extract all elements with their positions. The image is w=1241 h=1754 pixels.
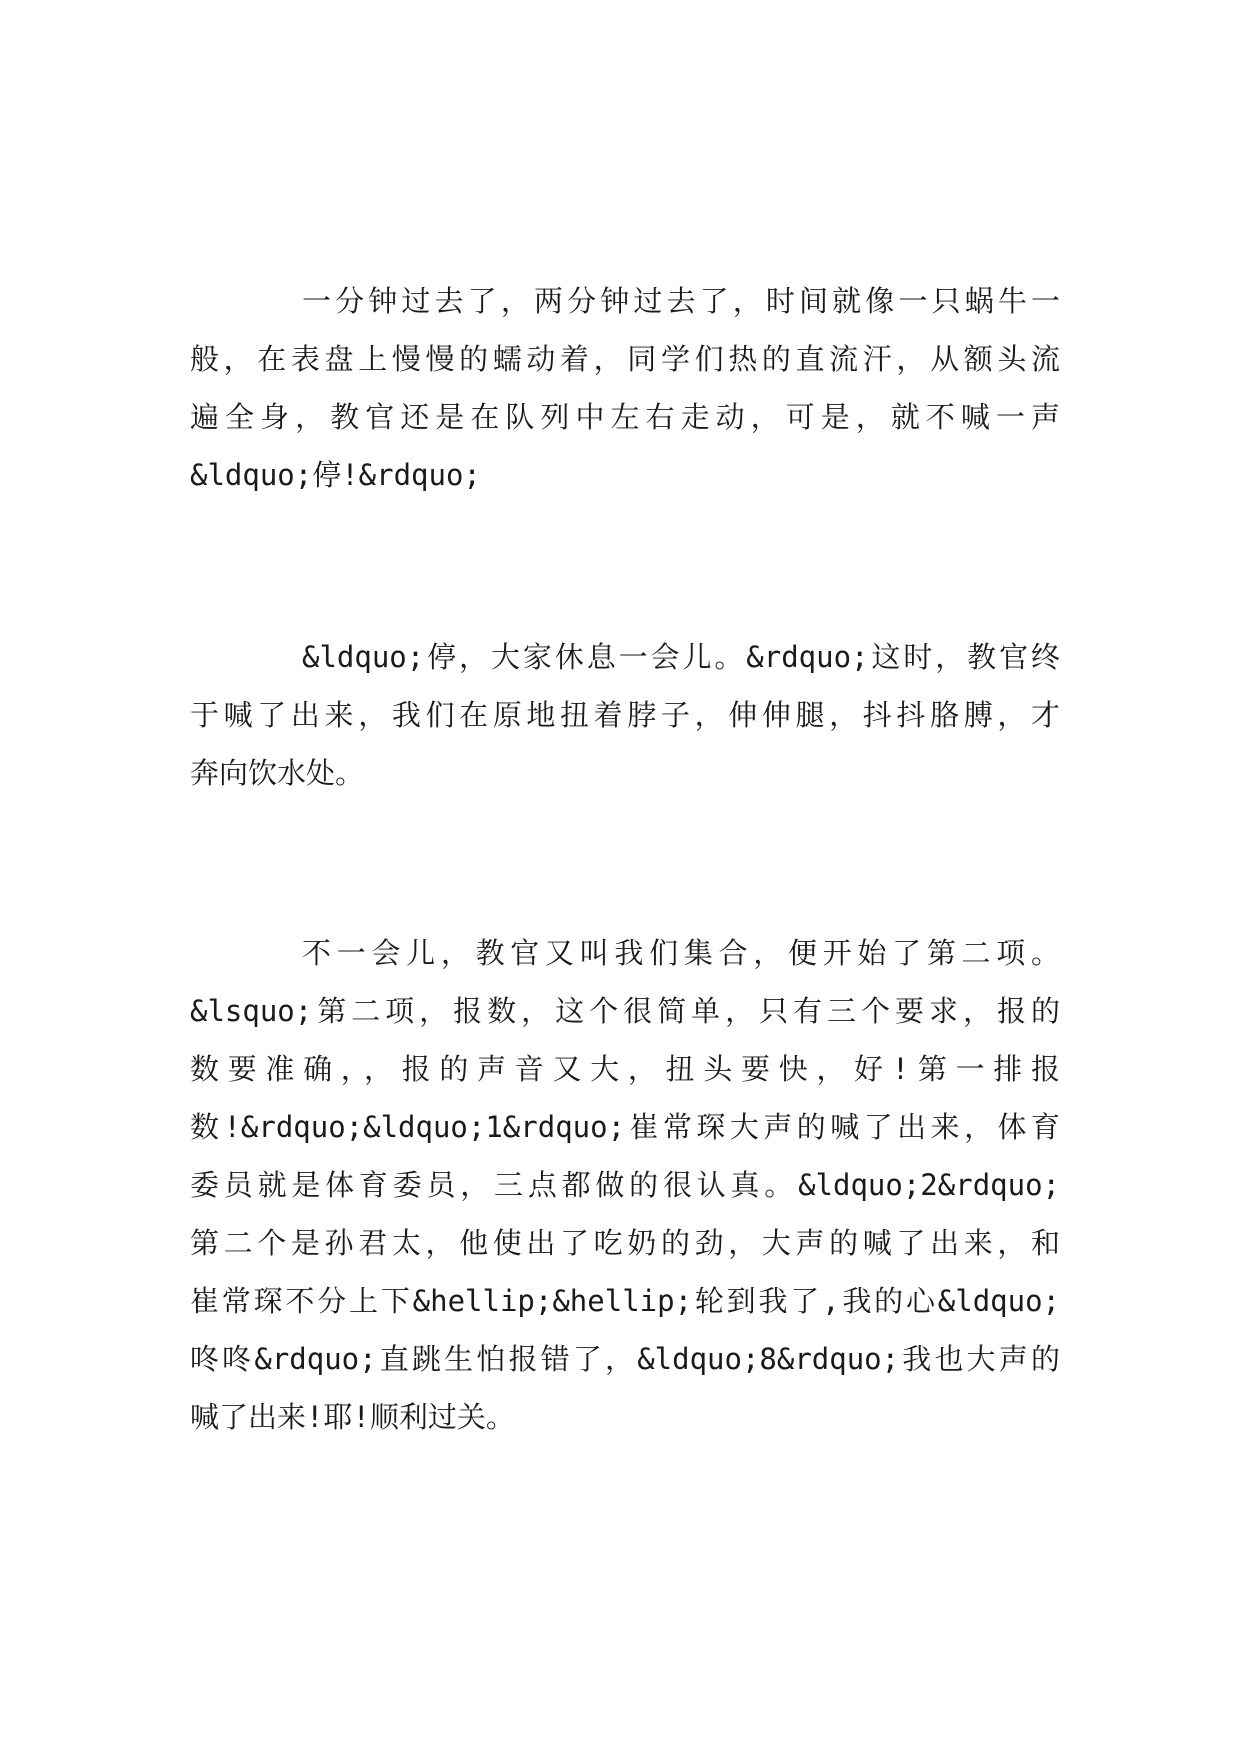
paragraph-3 (190, 924, 1060, 1446)
paragraph-line: 委员就是体育委员，三点都做的很认真。&ldquo;2&rdquo; (190, 1168, 1060, 1202)
paragraph-line: 喊了出来!耶!顺利过关。 (190, 1400, 515, 1434)
paragraph-line: 不一会儿，教官又叫我们集合，便开始了第二项。 (302, 936, 1060, 970)
paragraph-line: 数!&rdquo;&ldquo;1&rdquo;崔常琛大声的喊了出来，体育 (190, 1110, 1060, 1144)
paragraph-line: 般，在表盘上慢慢的蠕动着，同学们热的直流汗，从额头流 (190, 342, 1060, 376)
paragraph-2 (190, 628, 1060, 802)
paragraph-line: &ldquo;停!&rdquo; (190, 458, 481, 492)
paragraph-line: 一分钟过去了，两分钟过去了，时间就像一只蜗牛一 (302, 284, 1060, 318)
paragraph-line: 咚咚&rdquo;直跳生怕报错了，&ldquo;8&rdquo;我也大声的 (190, 1342, 1060, 1376)
paragraph-line: 奔向饮水处。 (190, 756, 365, 790)
paragraph-line: 于喊了出来，我们在原地扭着脖子，伸伸腿，抖抖胳膊，才 (190, 698, 1060, 732)
paragraph-line: &lsquo;第二项，报数，这个很简单，只有三个要求，报的 (190, 994, 1060, 1028)
paragraph-1 (190, 272, 1060, 504)
paragraph-line: &ldquo;停，大家休息一会儿。&rdquo;这时，教官终 (302, 640, 1060, 674)
paragraph-line: 崔常琛不分上下&hellip;&hellip;轮到我了,我的心&ldquo; (190, 1284, 1060, 1318)
paragraph-line: 数要准确，，报的声音又大，扭头要快，好!第一排报 (190, 1052, 1060, 1086)
paragraph-line: 第二个是孙君太，他使出了吃奶的劲，大声的喊了出来，和 (190, 1226, 1060, 1260)
paragraph-line: 遍全身，教官还是在队列中左右走动，可是，就不喊一声 (190, 400, 1060, 434)
